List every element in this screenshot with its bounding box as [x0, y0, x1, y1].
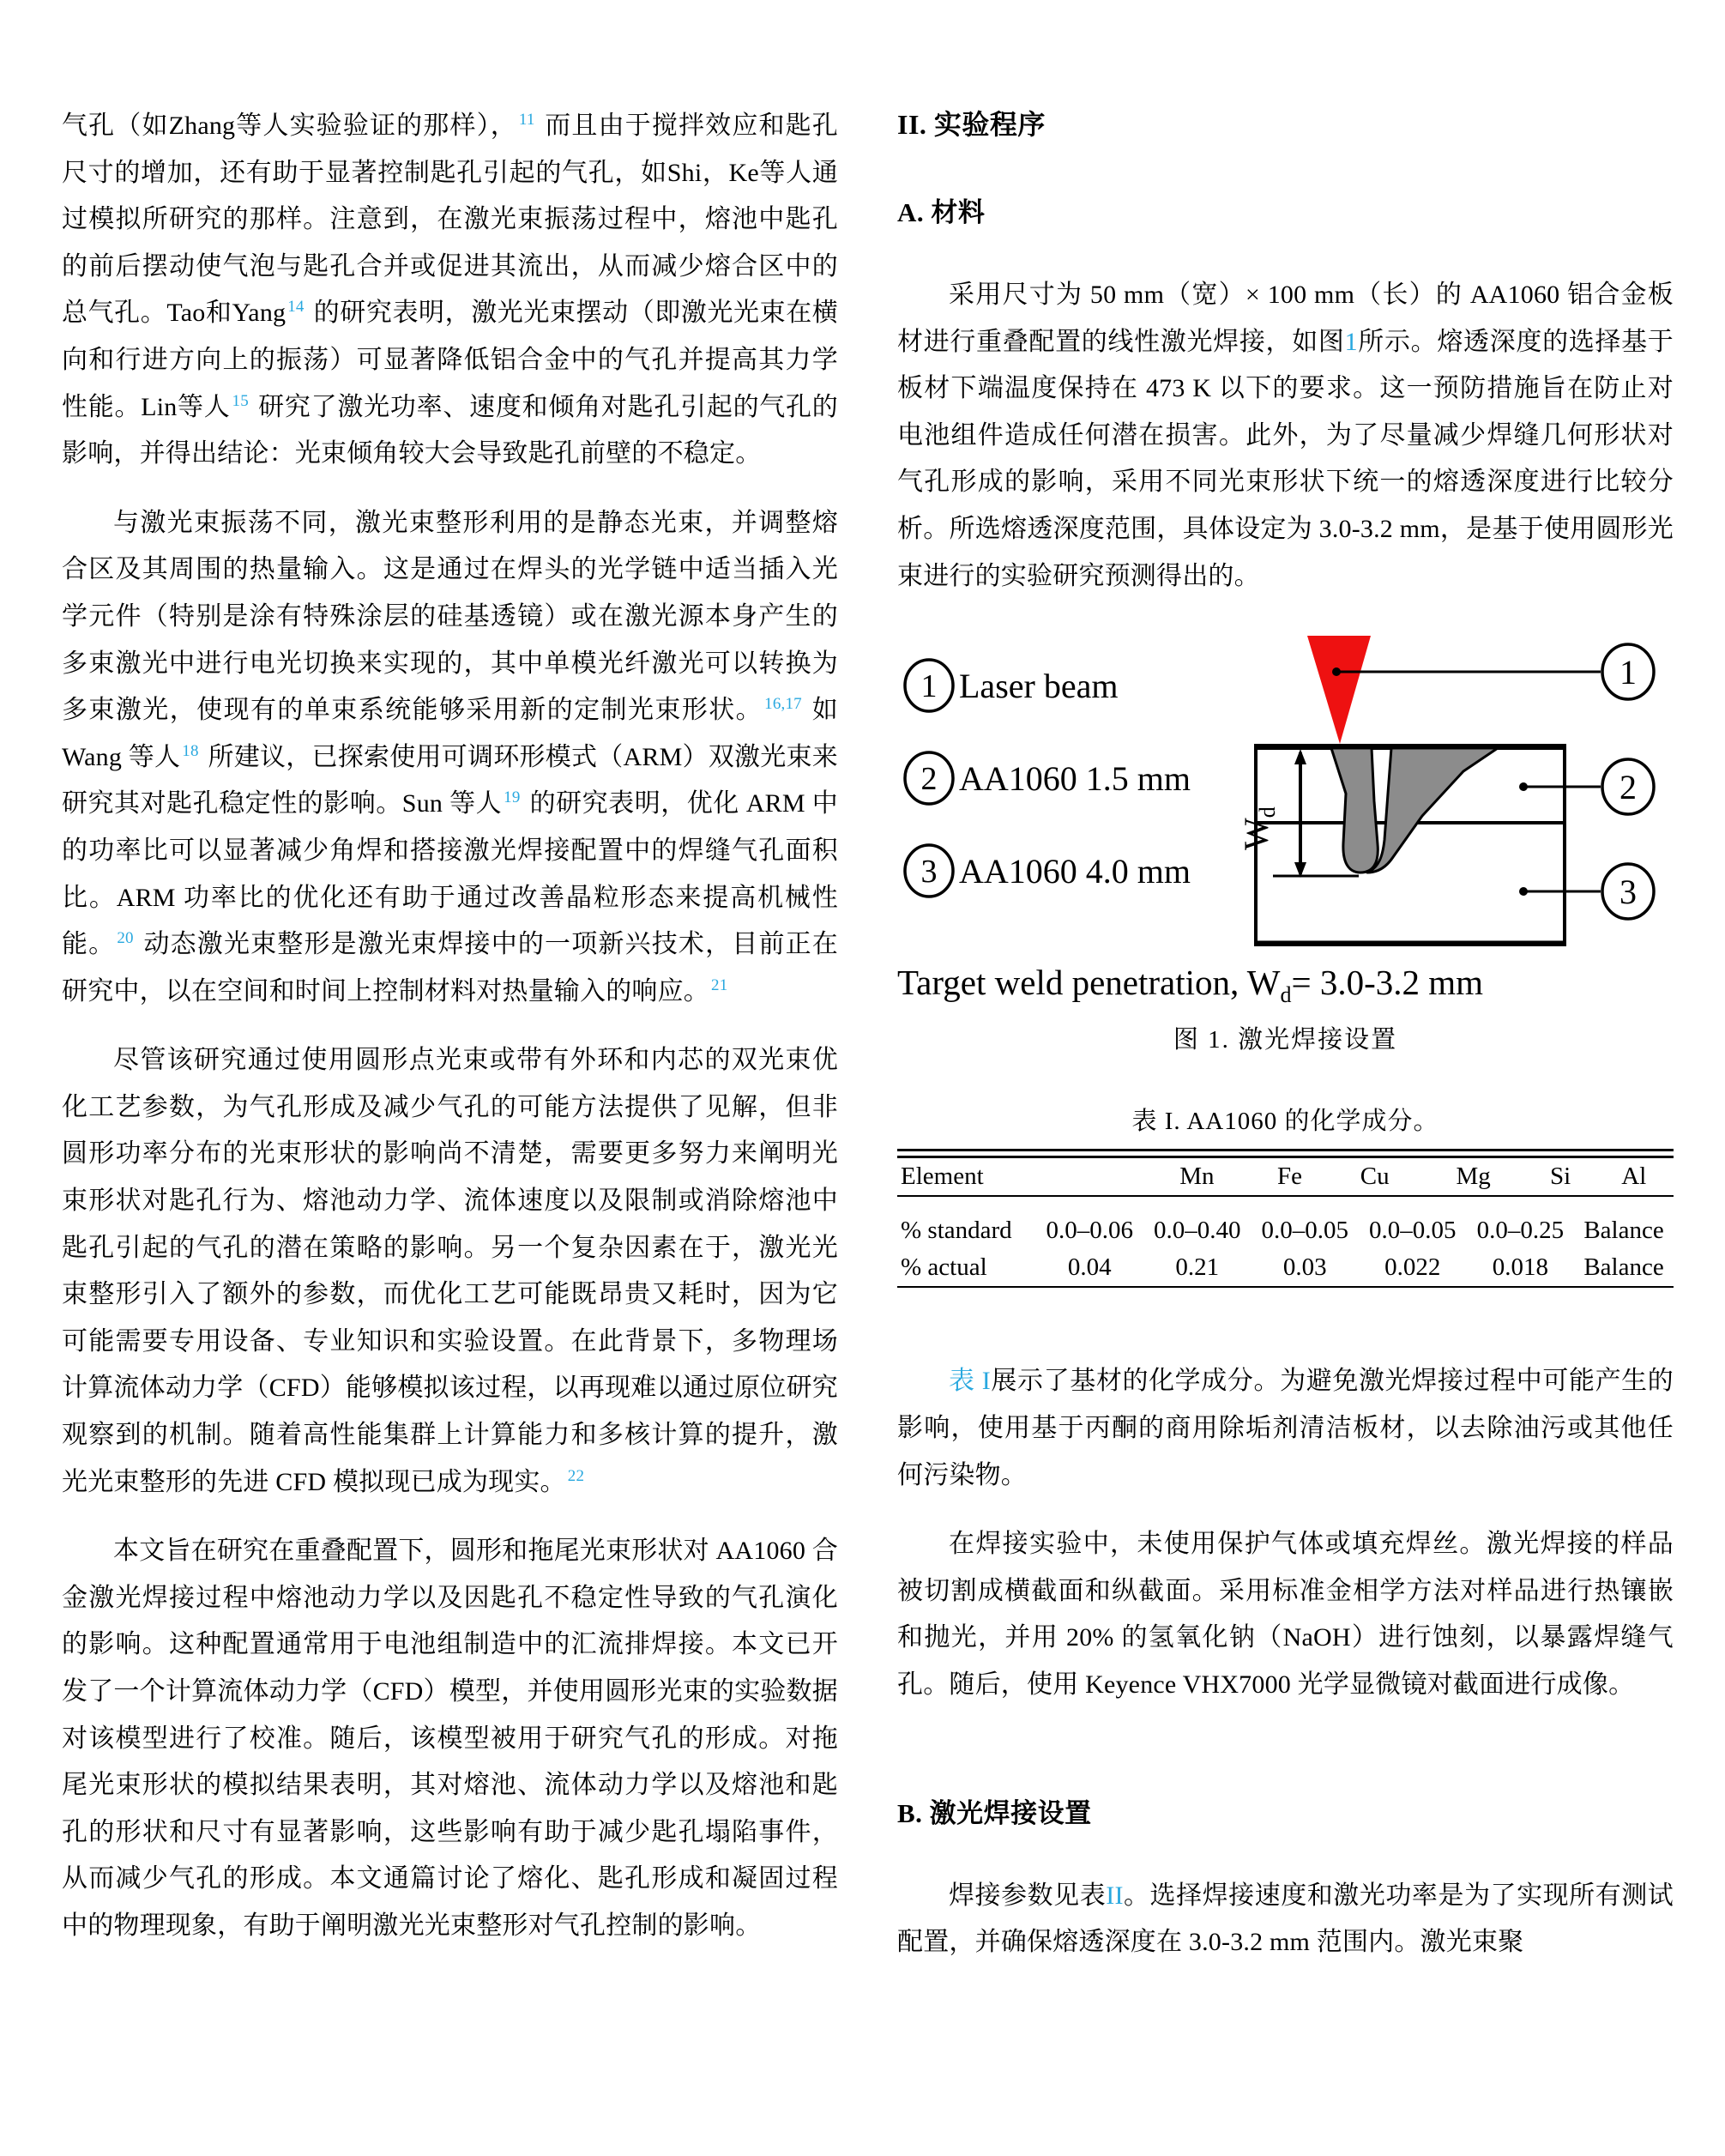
table-cell: 0.018	[1492, 1253, 1548, 1282]
subsection-heading-b: B. 激光焊接设置	[897, 1797, 1092, 1828]
table-cell: 0.03	[1282, 1253, 1327, 1282]
table-header-row	[897, 1158, 1674, 1195]
table-cell: 0.0–0.25	[1476, 1217, 1565, 1245]
cross-reference-link[interactable]: II	[1106, 1881, 1124, 1910]
body-paragraph: 与激光束振荡不同，激光束整形利用的是静态光束，并调整熔合区及其周围的热量输入。这是通过在焊头的光学链中适当插入光学元件（特别是涂有特殊涂层的硅基透镜）或在激光源本身产生的多束激光中进行电光切换来实现的，其中单模光纤激光可以转换为多束激光，使现有的单束系统能够采用新的定制光束形状。 $^{16,17}$ 如 Wang 等人 $^{18}$ 所建议，已探索使用可调环形模式（ARM）双激光束来研究其对匙孔稳定性的影响。Sun 等人 $^{19}$ 的研究表明，优化 ARM 中的功率比可以显著减少角焊和搭接激光焊接配置中的焊缝气孔面积比。ARM 功率比的优化还有助于通过改善晶粒形态来提高机械性能。 $^{20}$ 动态激光束整形是激光束焊接中的一项新兴技术，目前正在研究中，以在空间和时间上控制材料对热量输入的响应。 $^{21}$	[62, 508, 839, 1006]
legend-number-2: 2	[920, 761, 938, 798]
table-cell: 0.0–0.06	[1046, 1217, 1133, 1245]
table-cell: 0.0–0.05	[1261, 1217, 1348, 1245]
citation-marker[interactable]: 11	[518, 111, 535, 129]
legend-label-2: AA1060 1.5 mm	[959, 759, 1191, 799]
table-column-header: Mn	[1179, 1163, 1215, 1191]
spacer	[897, 229, 1674, 272]
body-paragraph: 气孔（如Zhang等人实验验证的那样）， $^{11}$ 而且由于搅拌效应和匙孔尺寸的增加，还有助于显著控制匙孔引起的气孔，如Shi，Ke等人通过模拟所研究的那样。注意到，在激光束振荡过程中，熔池中匙孔的前后摆动使气泡与匙孔合并或促进其流出，从而减少熔合区中的总气孔。Tao和Yang $^{14}$ 的研究表明，激光光束摆动（即激光光束在横向和行进方向上的振荡）可显著降低铝合金中的气孔并提高其力学性能。Lin等人 $^{15}$ 研究了激光功率、速度和倾角对匙孔引起的气孔的影响，并得出结论：光束倾角较大会导致匙孔前壁的不稳定。	[62, 111, 838, 468]
chemical-composition-body	[897, 1212, 1674, 1286]
paragraph-materials: 采用尺寸为 50 mm（宽）× 100 mm（长）的 AA1060 铝合金板材进行重叠配置的线性激光焊接，如图1所示。熔透深度的选择基于板材下端温度保持在 473 K 以下的要求。这一预防措施旨在防止对电池组件造成任何潜在损害。此外，为了尽量减少焊缝几何形状对气孔形成的影响，采用不同光束形状下统一的熔透深度进行比较分析。所选熔透深度范围，具体设定为 3.0-3.2 mm，是基于使用圆形光束进行的实验研究预测得出的。	[897, 281, 1674, 590]
subsection-heading-a: A. 材料	[897, 197, 986, 227]
citation-marker[interactable]: 21	[711, 975, 728, 994]
table-row-label: % standard	[901, 1217, 1012, 1245]
table-1-wrapper	[897, 1102, 1674, 1288]
target-penetration-label: Target weld penetration, $W_d= 3.0-3.2$ mm	[897, 963, 1484, 1008]
chemical-composition-table	[897, 1158, 1674, 1195]
body-paragraph: 尽管该研究通过使用圆形点光束或带有外环和内芯的双光束优化工艺参数，为气孔形成及减少气孔的可能方法提供了见解，但非圆形功率分布的光束形状的影响尚不清楚，需要更多努力来阐明光束形状对匙孔行为、熔池动力学、流体速度以及限制或消除熔池中匙孔引起的气孔的潜在策略的影响。另一个复杂因素在于，激光光束整形引入了额外的参数，而优化工艺可能既昂贵又耗时，因为它可能需要专用设备、专业知识和实验设置。在此背景下，多物理场计算流体动力学（CFD）能够模拟该过程，以再现难以通过原位研究观察到的机制。随着高性能集群上计算能力和多核计算的提升，激光光束整形的先进 CFD 模拟现已成为现实。 $^{22}$	[62, 1046, 838, 1496]
spacer	[897, 1288, 1674, 1358]
citation-marker[interactable]: 22	[567, 1466, 585, 1485]
table-cell: 0.21	[1175, 1253, 1220, 1282]
citation-marker[interactable]: 14	[287, 298, 305, 317]
table-column-header: Fe	[1277, 1163, 1303, 1191]
left-column-paragraphs	[62, 103, 838, 1950]
spacer	[897, 1830, 1674, 1873]
legend-label-3: AA1060 4.0 mm	[959, 852, 1191, 891]
citation-marker[interactable]: 20	[117, 929, 134, 948]
table-cell: 0.04	[1067, 1253, 1112, 1282]
table-column-header: Al	[1621, 1163, 1647, 1191]
table-column-header: Element	[901, 1163, 984, 1191]
spacer	[897, 1709, 1674, 1791]
left-column	[62, 103, 838, 1950]
laser-welding-diagram	[897, 634, 1674, 960]
laser-beam-triangle	[1307, 636, 1371, 744]
right-column	[897, 103, 1674, 1966]
legend-number-3: 3	[920, 854, 938, 891]
callout-number-1: 1	[1619, 653, 1637, 692]
table-cell: Balance	[1583, 1217, 1664, 1245]
figure-1	[897, 634, 1674, 1055]
table-title: 表 I. AA1060 的化学成分。	[1131, 1108, 1439, 1136]
table-row	[897, 1249, 1674, 1286]
wd-label: $W_d$	[1237, 806, 1280, 851]
callout-number-2: 2	[1619, 768, 1637, 807]
citation-marker[interactable]: 16,17	[764, 695, 802, 714]
legend-label-1: Laser beam	[959, 667, 1119, 706]
legend-number-1: 1	[920, 668, 938, 705]
table-top-rule	[897, 1149, 1674, 1158]
wd-arrow-up	[1294, 749, 1306, 764]
citation-marker[interactable]: 18	[182, 741, 199, 760]
paragraph-welding-experiments: 在焊接实验中，未使用保护气体或填充焊丝。激光焊接的样品被切割成横截面和纵截面。采用标准金相学方法对样品进行热镶嵌和抛光，并用 20% 的氢氧化钠（NaOH）进行蚀刻，以暴露焊缝气孔。随后，使用 Keyence VHX7000 光学显微镜对截面进行成像。	[897, 1530, 1674, 1699]
spacer	[897, 1197, 1674, 1212]
figure-caption: 图 1. 激光焊接设置	[1173, 1026, 1398, 1054]
citation-marker[interactable]: 15	[232, 391, 249, 410]
paragraph-laser-setup: 焊接参数见表II。选择焊接速度和激光功率是为了实现所有测试配置，并确保熔透深度在 3.0-3.2 mm 范围内。激光束聚	[897, 1881, 1674, 1957]
weld-fusion-left	[1331, 748, 1378, 873]
cross-reference-link[interactable]: 1	[1344, 327, 1358, 356]
table-column-header: Mg	[1456, 1163, 1491, 1191]
citation-marker[interactable]: 19	[504, 788, 521, 807]
table-cell: 0.0–0.05	[1369, 1217, 1457, 1245]
callout-number-3: 3	[1619, 873, 1637, 912]
weld-fusion-right	[1367, 748, 1498, 873]
table-row	[897, 1212, 1674, 1249]
paragraph-table-reference: 表 I展示了基材的化学成分。为避免激光焊接过程中可能产生的影响，使用基于丙酮的商用除垢剂清洁板材，以去除油污或其他任何污染物。	[897, 1367, 1674, 1489]
body-paragraph: 本文旨在研究在重叠配置下，圆形和拖尾光束形状对 AA1060 合金激光焊接过程中熔池动力学以及因匙孔不稳定性导致的气孔演化的影响。这种配置通常用于电池组制造中的汇流排焊接。本文已开发了一个计算流体动力学（CFD）模型，并使用圆形光束的实验数据对该模型进行了校准。随后，该模型被用于研究气孔的形成。对拖尾光束形状的模拟结果表明，其对熔池、流体动力学以及熔池和匙孔的形状和尺寸有显著影响，这些影响有助于减少匙孔塌陷事件，从而减少气孔的形成。本文通篇讨论了熔化、匙孔形成和凝固过程中的物理现象，有助于阐明激光光束整形对气孔控制的影响。	[62, 1537, 838, 1940]
table-column-header: Si	[1550, 1163, 1571, 1191]
table-cell: 0.022	[1384, 1253, 1441, 1282]
cross-reference-link[interactable]: 表 I	[949, 1367, 991, 1396]
table-row-label: % actual	[901, 1253, 987, 1282]
table-cell: Balance	[1583, 1253, 1664, 1282]
section-heading-ii: II. 实验程序	[897, 109, 1046, 140]
table-column-header: Cu	[1360, 1163, 1390, 1191]
table-cell: 0.0–0.40	[1153, 1217, 1241, 1245]
spacer	[897, 142, 1674, 190]
